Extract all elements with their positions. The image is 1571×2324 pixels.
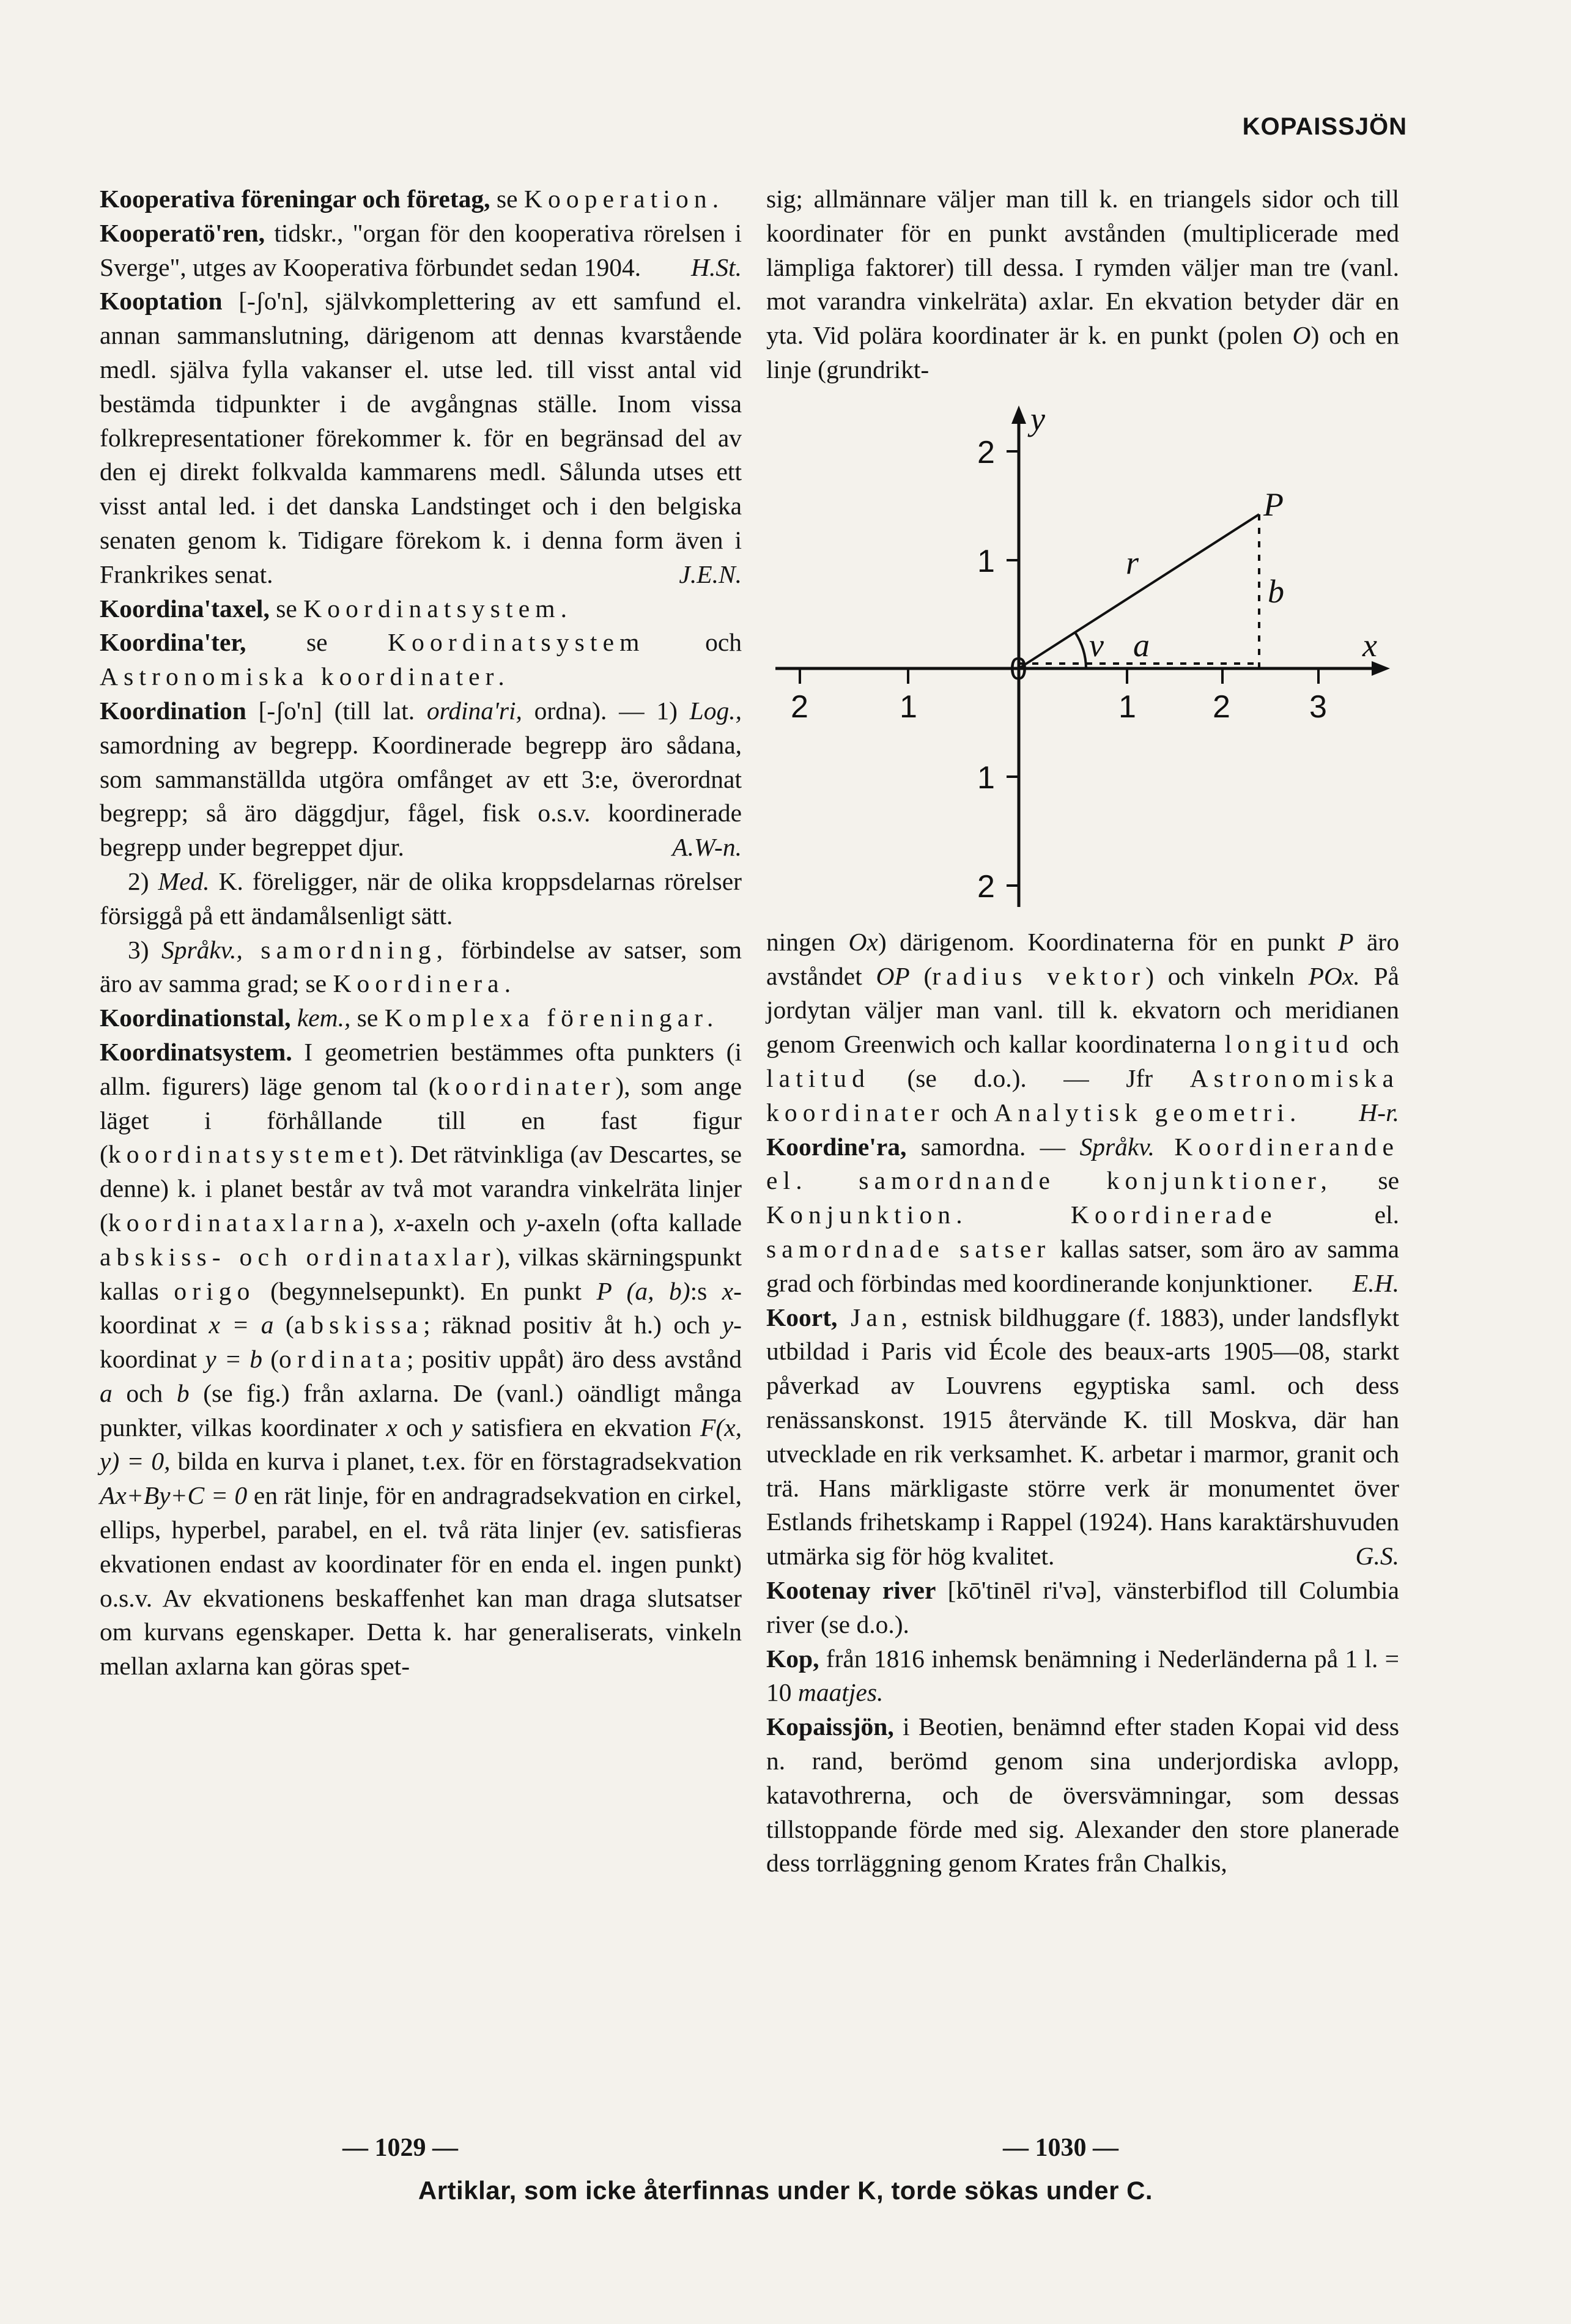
headword: Koordinatsystem.	[100, 1037, 292, 1066]
headword: Kop,	[766, 1644, 819, 1673]
author-signature: A.W-n.	[672, 833, 742, 862]
cross-reference: Astronomiska koordinater	[766, 1064, 1399, 1127]
headword: Kooperatö'ren,	[100, 218, 265, 247]
cross-reference: Konjunktion.	[766, 1201, 968, 1229]
y-tick-label-neg1: 1	[977, 760, 995, 796]
page-number-right: — 1030 —	[1003, 2134, 1118, 2162]
author-signature: J.E.N.	[679, 560, 742, 588]
cross-reference: Astronomiska koordinater.	[100, 662, 510, 691]
cross-reference: Koordinera.	[333, 969, 517, 998]
entry-koordination-3: 3) Språkv., samordning, förbindelse av satser, som äro av samma grad; se Koordinera.	[100, 935, 742, 998]
headword: Kooptation	[100, 287, 223, 316]
x-tick-label-2: 2	[1213, 689, 1230, 725]
coordinate-diagram	[766, 387, 1399, 925]
abscissa-label: a	[1133, 626, 1150, 664]
cross-reference: Koordinatsystem	[388, 628, 645, 657]
y-tick-label-2: 2	[977, 434, 995, 470]
entry-koordination: Koordination [-ʃo'n] (till lat. ordina'ri, ordna). — 1) Log., samordning av begrepp. Koordinerade begrepp äro sådana, som sammanställda utgöra omfånget av ett 3:e, överordnat begrepp; så äro däggdjur, fågel, fisk o.s.v. koordinerade begrepp under begreppet djur. A.W-n.	[100, 694, 742, 865]
headword: Koordina'ter,	[100, 628, 246, 657]
entry-kooperativa: Kooperativa föreningar och företag, se Kooperation.	[100, 185, 725, 213]
continuation-text-2: ningen Ox) därigenom. Koordinaterna för en punkt P äro avståndet OP (radius vektor) och vinkeln POx. På jordytan väljer man vanl. till k. ekvatorn och meridianen genom Greenwich och kallar koordinaterna longitud och latitud (se d.o.). — Jfr Astronomiska koordinater och Analytisk geometri. H-r.	[766, 925, 1399, 1130]
x-tick-label-3: 3	[1309, 689, 1327, 725]
y-tick-label-1: 1	[977, 543, 995, 579]
entry-koordination-2: 2) Med. K. föreligger, när de olika kroppsdelarnas rörelser försiggå på ett ändamålsenligt sätt.	[100, 867, 742, 930]
y-axis-label: y	[1030, 400, 1045, 437]
entry-koordinera: Koordine'ra, samordna. — Språkv. Koordinerande el. samordnande konjunktioner, se Konjunktion. Koordinerade el. samordnade satser kallas satser, som äro av samma grad och förbindas med koordinerande konjunktioner. E.H.	[766, 1130, 1399, 1301]
x-axis-label: x	[1362, 626, 1377, 664]
radius-label: r	[1126, 544, 1139, 581]
entry-kooptation: Kooptation [-ʃo'n], självkomplettering av ett samfund el. annan sammanslutning, därigenom att dennas kvarstående medl. själva fylla vakanser el. utse led. till visst antal vid bestämda tidpunkter i de avgångnas ställe. Inom vissa folkrepresentationer förekommer k. för en begränsad del av den ej direkt folkvalda kammarens medl. Sålunda utses ett visst antal led. i det danska Landstinget och i den belgiska senaten genom k. Tidigare förekom k. i denna form även i Frankrikes senat. J.E.N.	[100, 284, 742, 591]
coordinate-system-figure	[766, 387, 1399, 925]
y-tick-label-neg2: 2	[977, 868, 995, 905]
entry-koordinationstal: Koordinationstal, kem., se Komplexa föreningar.	[100, 1004, 719, 1032]
angle-label: v	[1089, 626, 1104, 664]
cross-reference: Komplexa föreningar.	[384, 1004, 719, 1032]
entry-kootenay: Kootenay river [kō'tinēl ri'və], vänsterbiflod till Columbia river (se d.o.).	[766, 1575, 1400, 1638]
entry-koordinataxel: Koordina'taxel, se Koordinatsystem.	[100, 594, 573, 623]
headword: Koordinationstal,	[100, 1004, 291, 1032]
author-signature: H.St.	[691, 253, 742, 281]
footer-note: Artiklar, som icke återfinnas under K, torde sökas under C.	[418, 2176, 1153, 2205]
running-head: KOPAISSJÖN	[1242, 113, 1407, 140]
right-column	[766, 182, 1399, 1881]
entry-koordinater: Koordina'ter, se Koordinatsystem och Astronomiska koordinater.	[100, 628, 742, 691]
ordinate-label: b	[1268, 572, 1284, 610]
x-tick-label-neg2: 2	[791, 689, 808, 725]
author-signature: E.H.	[1352, 1268, 1399, 1297]
entry-koordinatsystem: Koordinatsystem. I geometrien bestämmes ofta punkters (i allm. figurers) läge genom tal (koordinater), som ange läget i förhållande till en fast figur (koordinatsystemet). Det rätvinkliga (av Descartes, se denne) k. i planet består av två mot varandra vinkelräta linjer (koordinataxlarna), x-axeln och y-axeln (ofta kallade abskiss- och ordinataxlar), vilkas skärningspunkt kallas origo (begynnelsepunkt). En punkt P (a, b):s x-koordinat x = a (abskissa; räknad positiv åt h.) och y-koordinat y = b (ordinata; positiv uppåt) äro dess avstånd a och b (se fig.) från axlarna. De (vanl.) oändligt många punkter, vilkas koordinater x och y satisfiera en ekvation F(x, y) = 0, bilda en kurva i planet, t.ex. för en förstagradsekvation Ax+By+C = 0 en rät linje, för en andragradsekvation en cirkel, ellips, hyperbel, parabel, en el. två räta linjer (ev. satisfieras ekvationen endast av koordinater för en enda el. ingen punkt) o.s.v. Av ekvationens beskaffenhet kan man draga slutsatser om kurvans egenskaper. Detta k. har generaliserats, vinkeln mellan axlarna kan göras spet-	[100, 1037, 742, 1681]
continuation-text: sig; allmännare väljer man till k. en triangels sidor och till koordinater för en punkt avstånden (multiplicerade med lämpliga faktorer) till dessa. I rymden väljer man tre (vanl. mot varandra vinkelräta) axlar. En ekvation betyder där en yta. Vid polära koordinater är k. en punkt (polen O) och en linje (grundrikt-	[766, 185, 1399, 383]
entry-koort: Koort, Jan, estnisk bildhuggare (f. 1883), under landsflykt utbildad i Paris vid École des beaux-arts 1905—08, starkt påverkad av Louvrens egyptiska saml. och dess renässanskonst. 1915 återvände K. till Moskva, där han utvecklade en rik verksamhet. K. arbetar i marmor, granit och trä. Hans märkligaste större verk är monumentet över Estlands frihetskamp i Rappel (1924). Hans karaktärshuvuden utmärka sig för hög kvalitet. G.S.	[766, 1301, 1399, 1574]
x-tick-label-1: 1	[1118, 689, 1136, 725]
left-column	[100, 182, 742, 1684]
cross-reference: Kooperation.	[523, 185, 725, 213]
entry-kopaissjon: Kopaissjön, i Beotien, benämnd efter staden Kopai vid dess n. rand, berömd genom sina underjordiska avlopp, katavothrerna, och de översvämningar, som dessas tillstoppande förde med sig. Alexander den store planerade dess torrläggning genom Krates från Chalkis,	[766, 1712, 1399, 1878]
headword: Koordine'ra,	[766, 1132, 907, 1161]
entry-kop: Kop, från 1816 inhemsk benämning i Nederländerna på 1 l. = 10 maatjes.	[766, 1644, 1399, 1707]
y-axis-arrow	[1011, 405, 1026, 424]
headword: Kooperativa föreningar och företag,	[100, 185, 490, 213]
origin-label: 0	[1010, 651, 1027, 687]
cross-reference: Analytisk geometri.	[994, 1098, 1302, 1127]
author-signature: H-r.	[1359, 1098, 1399, 1127]
headword: Koort,	[766, 1303, 838, 1331]
page-number-left: — 1029 —	[342, 2134, 458, 2162]
entry-kooperatoren: Kooperatö'ren, tidskr., "organ för den kooperativa rörelsen i Sverge", utges av Kooperativa förbundet sedan 1904. H.St.	[100, 216, 742, 285]
point-label: P	[1263, 486, 1284, 523]
headword: Koordina'taxel,	[100, 594, 270, 623]
headword: Koordination	[100, 696, 246, 725]
author-signature: G.S.	[1355, 1542, 1399, 1571]
headword: Kopaissjön,	[766, 1712, 894, 1741]
headword: Kootenay river	[766, 1575, 936, 1604]
cross-reference: Koordinatsystem.	[303, 594, 573, 623]
x-tick-label-neg1: 1	[900, 689, 917, 725]
